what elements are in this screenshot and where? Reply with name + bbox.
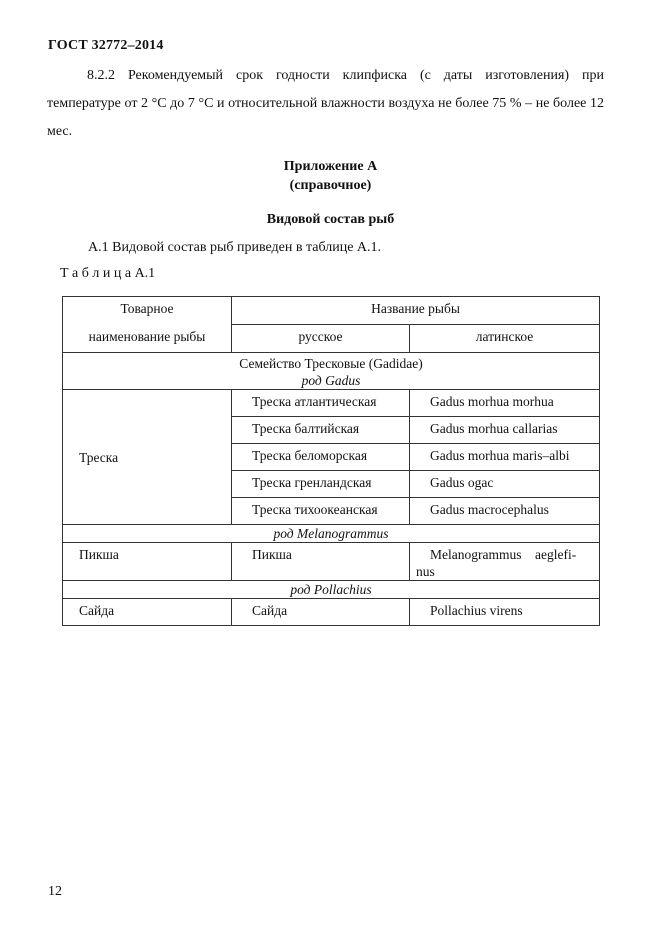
- cod-lat-3: Gadus morhua maris–albi: [410, 444, 600, 471]
- family-label: Семейство Тресковые (Gadidae): [239, 356, 423, 371]
- saithe-lat: Pollachius virens: [410, 599, 600, 626]
- page-number: 12: [48, 884, 62, 899]
- document-header: ГОСТ 32772–2014: [48, 38, 164, 53]
- cod-ru-1: Треска атлантическая: [232, 390, 410, 417]
- section-8-2-2-paragraph: 8.2.2 Рекомендуемый срок годности клипфиска (с даты изготовления) при температуре от 2 °С до 7 °С и относительной влажности воздуха не более 75 % – не более 12 мес.: [47, 68, 604, 139]
- header-trade-name-top: Товарное: [63, 297, 232, 325]
- appendix-title: Приложение А: [283, 159, 378, 174]
- cod-lat-4: Gadus ogac: [410, 471, 600, 498]
- haddock-lat-line2: nus: [416, 564, 435, 579]
- appendix-subtitle: (справочное): [289, 178, 372, 193]
- saithe-trade-name: Сайда: [63, 599, 232, 626]
- header-russian: русское: [232, 325, 410, 353]
- genus-pollachius-row: род Pollachius: [63, 581, 600, 599]
- haddock-lat-line1: Melanogrammus aeglefi-: [430, 547, 577, 562]
- family-gadidae-row: [63, 353, 600, 390]
- appendix-intro: А.1 Видовой состав рыб приведен в таблице А.1.: [88, 240, 382, 255]
- cod-ru-3: Треска беломорская: [232, 444, 410, 471]
- cod-ru-4: Треска гренландская: [232, 471, 410, 498]
- genus-gadus-label: род Gadus: [301, 373, 361, 388]
- header-latin: латинское: [410, 325, 600, 353]
- cod-lat-5: Gadus macrocephalus: [410, 498, 600, 525]
- cod-lat-2: Gadus morhua callarias: [410, 417, 600, 444]
- cod-trade-name: Треска: [63, 390, 232, 525]
- saithe-ru: Сайда: [232, 599, 410, 626]
- haddock-ru: Пикша: [232, 543, 410, 581]
- table-caption: Т а б л и ц а А.1: [60, 266, 156, 281]
- haddock-lat: [410, 543, 600, 581]
- appendix-heading: Видовой состав рыб: [266, 212, 395, 227]
- cod-ru-5: Треска тихоокеанская: [232, 498, 410, 525]
- species-table: [62, 296, 600, 626]
- header-fish-name: Название рыбы: [232, 297, 600, 325]
- cod-ru-2: Треска балтийская: [232, 417, 410, 444]
- genus-melanogrammus-row: род Melanogrammus: [63, 525, 600, 543]
- haddock-trade-name: Пикша: [63, 543, 232, 581]
- header-trade-name-bottom: наименование рыбы: [63, 325, 232, 353]
- cod-lat-1: Gadus morhua morhua: [410, 390, 600, 417]
